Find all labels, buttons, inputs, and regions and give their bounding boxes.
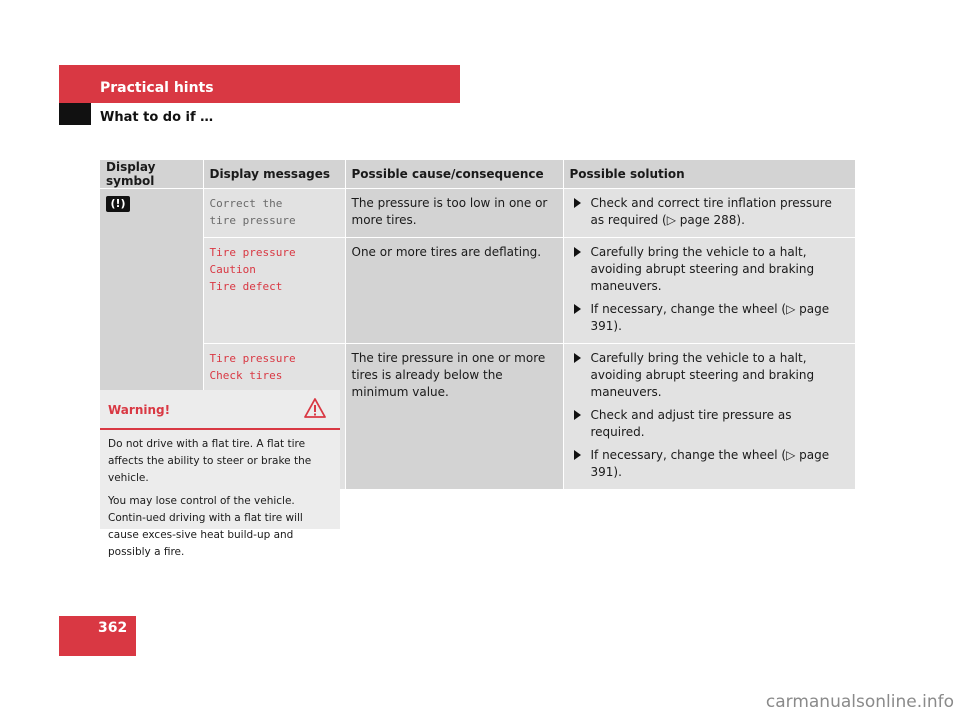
- table-header-row: [100, 160, 855, 189]
- solution-item: If necessary, change the wheel (▷ page 391).: [570, 447, 850, 481]
- bullet-arrow-icon: [574, 198, 581, 208]
- table-row: [100, 238, 855, 344]
- warning-header: [100, 390, 340, 430]
- bullet-arrow-icon: [574, 450, 581, 460]
- message-cell: [203, 189, 345, 238]
- warning-body: [100, 430, 340, 573]
- solution-item: Carefully bring the vehicle to a halt, avoiding abrupt steering and braking maneuvers.: [570, 350, 850, 401]
- message-line: Tire pressure: [209, 246, 296, 259]
- solution-cell: [563, 189, 855, 238]
- message-line: Correct the: [209, 197, 283, 210]
- cause-cell: The tire pressure in one or more tires is already below the minimum value.: [345, 344, 563, 490]
- table-row: [100, 189, 855, 238]
- message-line: Check tires: [209, 369, 283, 382]
- bullet-arrow-icon: [574, 304, 581, 314]
- solution-item: Check and adjust tire pressure as required.: [570, 407, 850, 441]
- cause-cell: One or more tires are deflating.: [345, 238, 563, 344]
- page-number: 362: [98, 620, 128, 636]
- solution-item: If necessary, change the wheel (▷ page 391).: [570, 301, 850, 335]
- warning-paragraph: You may lose control of the vehicle. Contin-ued driving with a flat tire will cause exces-sive heat build-up and possibly a fire.: [108, 495, 303, 558]
- section-marker: [59, 103, 91, 125]
- message-line: Tire pressure: [209, 352, 296, 365]
- solution-item: Carefully bring the vehicle to a halt, avoiding abrupt steering and braking maneuvers.: [570, 244, 850, 295]
- section-title: Practical hints: [100, 80, 214, 96]
- solution-item: Check and correct tire inflation pressure as required (▷ page 288).: [570, 195, 850, 229]
- bullet-arrow-icon: [574, 410, 581, 420]
- warning-triangle-icon: [304, 398, 326, 422]
- warning-paragraph: Do not drive with a flat tire. A flat tire affects the ability to steer or brake the vehicle.: [108, 438, 312, 484]
- page-subtitle: What to do if …: [100, 110, 214, 125]
- watermark: carmanualsonline.info: [765, 692, 954, 712]
- solution-cell: [563, 238, 855, 344]
- cause-cell: The pressure is too low in one or more tires.: [345, 189, 563, 238]
- tire-pressure-warning-icon: (!): [106, 196, 130, 212]
- bullet-arrow-icon: [574, 353, 581, 363]
- col-header-solution: Possible solution: [563, 160, 855, 189]
- warning-box: [100, 390, 340, 558]
- warning-title: Warning!: [108, 403, 171, 417]
- solution-cell: [563, 344, 855, 490]
- message-cell: [203, 238, 345, 344]
- col-header-cause: Possible cause/consequence: [345, 160, 563, 189]
- col-header-messages: Display messages: [203, 160, 345, 189]
- message-line: tire pressure: [209, 214, 296, 227]
- message-line: Tire defect: [209, 280, 283, 293]
- message-line: Caution: [209, 263, 256, 276]
- bullet-arrow-icon: [574, 247, 581, 257]
- col-header-symbol: Display symbol: [100, 160, 203, 189]
